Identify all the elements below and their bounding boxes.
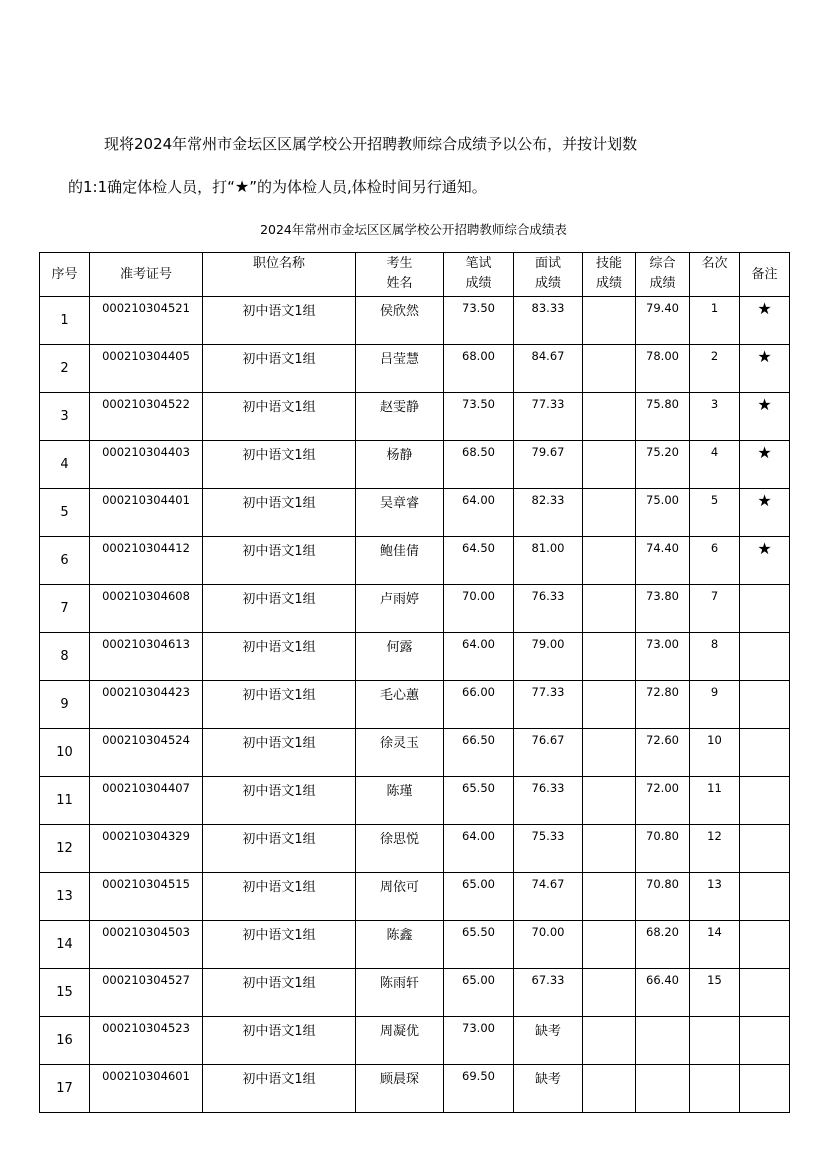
cell-rank: [690, 1017, 740, 1065]
cell-name: 陈鑫: [356, 921, 444, 969]
table-row: [40, 681, 790, 729]
cell-total: 74.40: [636, 537, 690, 585]
cell-exam-id: 000210304423: [90, 681, 203, 729]
cell-rank: 13: [690, 873, 740, 921]
header-total: [636, 253, 690, 297]
cell-name: 侯欣然: [356, 297, 444, 345]
cell-rank: 3: [690, 393, 740, 441]
cell-rank: 11: [690, 777, 740, 825]
cell-seq: 16: [40, 1017, 90, 1065]
cell-exam-id: 000210304608: [90, 585, 203, 633]
cell-seq: 12: [40, 825, 90, 873]
cell-name: 徐思悦: [356, 825, 444, 873]
cell-seq: 7: [40, 585, 90, 633]
cell-name: 陈瑾: [356, 777, 444, 825]
cell-written: 69.50: [444, 1065, 514, 1113]
header-exam-id: 准考证号: [90, 253, 203, 297]
cell-interview: 缺考: [514, 1017, 583, 1065]
table-row: [40, 441, 790, 489]
cell-name: 赵雯静: [356, 393, 444, 441]
cell-total: 70.80: [636, 873, 690, 921]
cell-position: 初中语文1组: [203, 825, 356, 873]
cell-written: 73.00: [444, 1017, 514, 1065]
cell-written: 65.00: [444, 873, 514, 921]
star-icon: ★: [740, 297, 790, 345]
table-row: [40, 873, 790, 921]
cell-total: [636, 1065, 690, 1113]
star-icon: ★: [234, 177, 250, 196]
cell-name: 顾晨琛: [356, 1065, 444, 1113]
cell-remark: [740, 681, 790, 729]
cell-rank: 7: [690, 585, 740, 633]
cell-rank: 5: [690, 489, 740, 537]
cell-total: 70.80: [636, 825, 690, 873]
cell-interview: 75.33: [514, 825, 583, 873]
cell-interview: 76.33: [514, 777, 583, 825]
cell-skill: [583, 681, 636, 729]
cell-written: 64.50: [444, 537, 514, 585]
table-row: [40, 345, 790, 393]
star-icon: ★: [740, 489, 790, 537]
cell-exam-id: 000210304527: [90, 969, 203, 1017]
header-position: 职位名称: [203, 253, 356, 297]
cell-interview: 70.00: [514, 921, 583, 969]
cell-interview: 81.00: [514, 537, 583, 585]
cell-written: 68.00: [444, 345, 514, 393]
header-written-line-2: 成绩: [465, 276, 492, 291]
cell-skill: [583, 633, 636, 681]
header-written: [444, 253, 514, 297]
cell-total: 73.00: [636, 633, 690, 681]
cell-position: 初中语文1组: [203, 633, 356, 681]
cell-written: 66.00: [444, 681, 514, 729]
cell-name: 徐灵玉: [356, 729, 444, 777]
header-skill-line-1: 技能: [595, 256, 622, 271]
cell-position: 初中语文1组: [203, 537, 356, 585]
cell-seq: 3: [40, 393, 90, 441]
cell-name: 陈雨轩: [356, 969, 444, 1017]
table-row: [40, 537, 790, 585]
cell-rank: 12: [690, 825, 740, 873]
cell-total: 75.80: [636, 393, 690, 441]
cell-seq: 9: [40, 681, 90, 729]
cell-skill: [583, 297, 636, 345]
cell-name: 杨静: [356, 441, 444, 489]
header-name-line-2: 姓名: [386, 276, 413, 291]
cell-interview: 77.33: [514, 393, 583, 441]
cell-interview: 84.67: [514, 345, 583, 393]
table-row: [40, 297, 790, 345]
header-skill-line-2: 成绩: [595, 276, 622, 291]
cell-exam-id: 000210304329: [90, 825, 203, 873]
cell-remark: [740, 921, 790, 969]
header-interview-line-1: 面试: [534, 256, 561, 271]
cell-written: 64.00: [444, 633, 514, 681]
header-seq: 序号: [40, 253, 90, 297]
cell-rank: [690, 1065, 740, 1113]
header-name: [356, 253, 444, 297]
cell-skill: [583, 1017, 636, 1065]
cell-skill: [583, 585, 636, 633]
table-row: [40, 489, 790, 537]
cell-written: 73.50: [444, 297, 514, 345]
star-icon: ★: [740, 345, 790, 393]
table-header-row: [40, 253, 790, 297]
cell-remark: [740, 633, 790, 681]
header-skill: [583, 253, 636, 297]
cell-skill: [583, 537, 636, 585]
table-row: [40, 825, 790, 873]
cell-skill: [583, 1065, 636, 1113]
cell-rank: 15: [690, 969, 740, 1017]
cell-rank: 8: [690, 633, 740, 681]
cell-rank: 1: [690, 297, 740, 345]
cell-rank: 9: [690, 681, 740, 729]
table-row: [40, 921, 790, 969]
cell-skill: [583, 489, 636, 537]
cell-interview: 79.00: [514, 633, 583, 681]
cell-written: 66.50: [444, 729, 514, 777]
cell-name: 何露: [356, 633, 444, 681]
cell-total: 72.80: [636, 681, 690, 729]
cell-remark: [740, 729, 790, 777]
header-interview: [514, 253, 583, 297]
cell-written: 65.50: [444, 921, 514, 969]
cell-position: 初中语文1组: [203, 969, 356, 1017]
cell-exam-id: 000210304503: [90, 921, 203, 969]
header-rank: 名次: [690, 253, 740, 297]
header-total-line-1: 综合: [649, 256, 676, 271]
intro-line-2: [68, 177, 768, 197]
header-written-line-1: 笔试: [465, 256, 492, 271]
cell-name: 周依可: [356, 873, 444, 921]
star-icon: ★: [740, 393, 790, 441]
cell-name: 吕莹慧: [356, 345, 444, 393]
cell-total: [636, 1017, 690, 1065]
header-total-line-2: 成绩: [649, 276, 676, 291]
cell-interview: 77.33: [514, 681, 583, 729]
cell-name: 吴章睿: [356, 489, 444, 537]
cell-seq: 15: [40, 969, 90, 1017]
cell-position: 初中语文1组: [203, 441, 356, 489]
cell-seq: 14: [40, 921, 90, 969]
cell-exam-id: 000210304412: [90, 537, 203, 585]
cell-position: 初中语文1组: [203, 345, 356, 393]
cell-seq: 13: [40, 873, 90, 921]
cell-seq: 6: [40, 537, 90, 585]
header-remark: 备注: [740, 253, 790, 297]
cell-seq: 10: [40, 729, 90, 777]
cell-seq: 11: [40, 777, 90, 825]
cell-skill: [583, 393, 636, 441]
table-row: [40, 585, 790, 633]
cell-exam-id: 000210304524: [90, 729, 203, 777]
table-row: [40, 1017, 790, 1065]
results-table: [39, 252, 790, 1113]
table-row: [40, 729, 790, 777]
cell-skill: [583, 441, 636, 489]
cell-exam-id: 000210304521: [90, 297, 203, 345]
cell-rank: 10: [690, 729, 740, 777]
cell-total: 79.40: [636, 297, 690, 345]
cell-rank: 14: [690, 921, 740, 969]
cell-position: 初中语文1组: [203, 777, 356, 825]
table-body: [40, 297, 790, 1113]
cell-name: 鲍佳倩: [356, 537, 444, 585]
header-interview-line-2: 成绩: [534, 276, 561, 291]
cell-seq: 5: [40, 489, 90, 537]
cell-skill: [583, 873, 636, 921]
cell-position: 初中语文1组: [203, 681, 356, 729]
cell-seq: 4: [40, 441, 90, 489]
cell-seq: 2: [40, 345, 90, 393]
cell-total: 73.80: [636, 585, 690, 633]
cell-interview: 76.67: [514, 729, 583, 777]
cell-skill: [583, 777, 636, 825]
cell-interview: 缺考: [514, 1065, 583, 1113]
cell-written: 68.50: [444, 441, 514, 489]
cell-position: 初中语文1组: [203, 489, 356, 537]
cell-exam-id: 000210304515: [90, 873, 203, 921]
cell-exam-id: 000210304407: [90, 777, 203, 825]
cell-skill: [583, 729, 636, 777]
cell-total: 68.20: [636, 921, 690, 969]
cell-written: 64.00: [444, 825, 514, 873]
cell-exam-id: 000210304401: [90, 489, 203, 537]
cell-written: 73.50: [444, 393, 514, 441]
cell-interview: 83.33: [514, 297, 583, 345]
cell-interview: 76.33: [514, 585, 583, 633]
cell-rank: 4: [690, 441, 740, 489]
cell-seq: 1: [40, 297, 90, 345]
cell-interview: 67.33: [514, 969, 583, 1017]
cell-rank: 6: [690, 537, 740, 585]
table-row: [40, 393, 790, 441]
header-name-line-1: 考生: [386, 256, 413, 271]
cell-total: 78.00: [636, 345, 690, 393]
cell-total: 72.60: [636, 729, 690, 777]
cell-written: 70.00: [444, 585, 514, 633]
cell-remark: [740, 777, 790, 825]
cell-written: 65.50: [444, 777, 514, 825]
cell-seq: 8: [40, 633, 90, 681]
cell-exam-id: 000210304403: [90, 441, 203, 489]
table-row: [40, 969, 790, 1017]
intro-line-2-after: ”的为体检人员,体检时间另行通知。: [249, 178, 487, 196]
cell-interview: 79.67: [514, 441, 583, 489]
cell-rank: 2: [690, 345, 740, 393]
cell-exam-id: 000210304601: [90, 1065, 203, 1113]
cell-skill: [583, 345, 636, 393]
cell-position: 初中语文1组: [203, 1065, 356, 1113]
table-title: 2024年常州市金坛区区属学校公开招聘教师综合成绩表: [260, 222, 567, 237]
cell-written: 65.00: [444, 969, 514, 1017]
cell-remark: [740, 585, 790, 633]
cell-seq: 17: [40, 1065, 90, 1113]
cell-skill: [583, 921, 636, 969]
cell-remark: [740, 873, 790, 921]
cell-name: 周凝优: [356, 1017, 444, 1065]
cell-position: 初中语文1组: [203, 297, 356, 345]
cell-position: 初中语文1组: [203, 921, 356, 969]
cell-total: 66.40: [636, 969, 690, 1017]
cell-name: 毛心蕙: [356, 681, 444, 729]
star-icon: ★: [740, 441, 790, 489]
cell-position: 初中语文1组: [203, 393, 356, 441]
cell-remark: [740, 969, 790, 1017]
table-row: [40, 777, 790, 825]
cell-total: 72.00: [636, 777, 690, 825]
cell-total: 75.00: [636, 489, 690, 537]
table-row: [40, 1065, 790, 1113]
cell-exam-id: 000210304405: [90, 345, 203, 393]
cell-name: 卢雨婷: [356, 585, 444, 633]
cell-written: 64.00: [444, 489, 514, 537]
cell-exam-id: 000210304613: [90, 633, 203, 681]
cell-total: 75.20: [636, 441, 690, 489]
intro-line-1: 现将2024年常州市金坛区区属学校公开招聘教师综合成绩予以公布，并按计划数: [104, 135, 638, 153]
intro-line-2-before: 的1:1确定体检人员，打“: [68, 178, 235, 196]
cell-remark: [740, 1017, 790, 1065]
cell-position: 初中语文1组: [203, 585, 356, 633]
cell-skill: [583, 969, 636, 1017]
cell-position: 初中语文1组: [203, 873, 356, 921]
cell-remark: [740, 1065, 790, 1113]
cell-interview: 74.67: [514, 873, 583, 921]
cell-remark: [740, 825, 790, 873]
star-icon: ★: [740, 537, 790, 585]
cell-position: 初中语文1组: [203, 729, 356, 777]
cell-interview: 82.33: [514, 489, 583, 537]
cell-exam-id: 000210304523: [90, 1017, 203, 1065]
cell-exam-id: 000210304522: [90, 393, 203, 441]
cell-skill: [583, 825, 636, 873]
table-row: [40, 633, 790, 681]
cell-position: 初中语文1组: [203, 1017, 356, 1065]
